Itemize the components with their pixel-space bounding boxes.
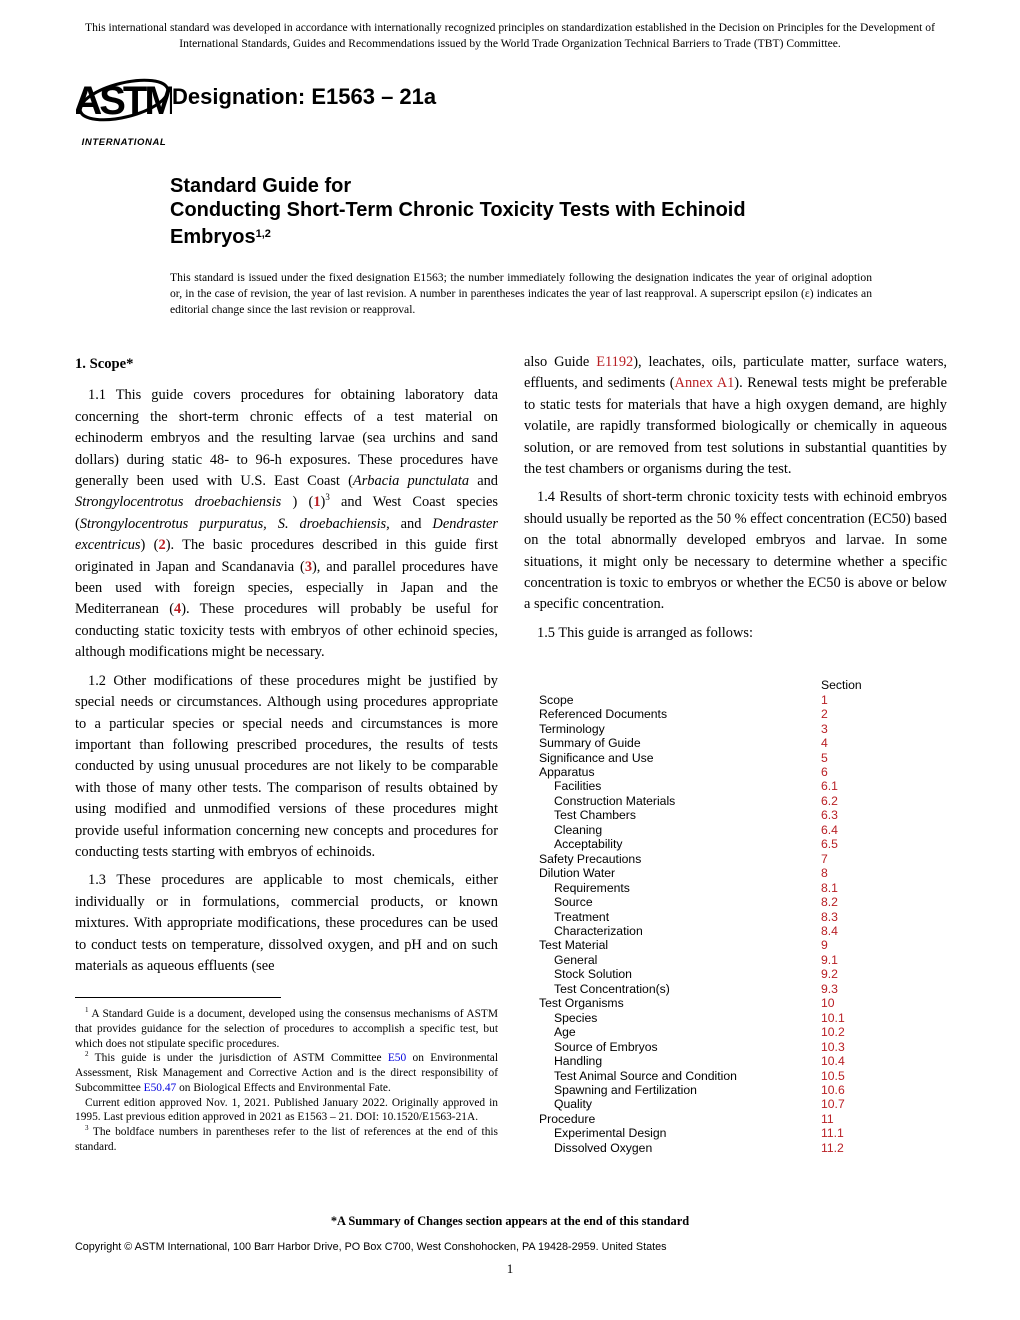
body-columns [75,352,947,1155]
toc-label: Test Concentration(s) [554,981,670,996]
title-footnote-superscript[interactable]: 1,2 [255,228,271,240]
text-segment: 3 [325,492,330,503]
text-segment: 3 [85,1124,89,1133]
toc-label: General [554,952,598,967]
text-segment: and [389,515,433,532]
toc-section-link[interactable]: 6.3 [821,808,838,823]
footnote-1 [75,1007,498,1051]
text-segment: ), leachates, oils, particulate matter, surface waters, effluents, and sediments ( [524,354,948,392]
issue-note: This standard is issued under the fixed designation E1563; the number immediately following the designation indicates the year of original adoption or, in the case of revision, the year of last revision. A number in parentheses indicates the year of last reapproval. A superscript epsilon (ε) indicates an editorial change since the last revision or reapproval. [170,271,872,316]
text-segment: and West Coast species ( [75,494,498,532]
toc-section-link[interactable]: 3 [821,721,828,736]
toc-row [539,895,869,909]
inline-link[interactable]: 1 [313,494,321,511]
toc-label: Referenced Documents [539,707,668,722]
toc-row [539,1069,869,1083]
toc-section-link[interactable]: 10.1 [821,1010,845,1025]
toc-row [539,707,869,721]
astm-logo [76,64,172,148]
title-line-3 [170,222,910,249]
toc-row [539,808,869,822]
text-segment: Dendraster excentricus [75,515,498,554]
toc-section-link[interactable]: 11.2 [821,1140,844,1155]
toc-label: Source [554,895,593,910]
toc-label: Apparatus [539,765,595,779]
text-segment: The boldface numbers in parentheses refer to the list of references at the end of this standard. [75,1126,498,1153]
toc-label: Source of Embryos [554,1039,658,1054]
toc-row [539,1141,869,1155]
text-segment: A Standard Guide is a document, developed using the consensus mechanisms of ASTM that provides guidance for the selection of procedures to accomplish a specific test, but which does not stipulate specific procedures. [75,1008,498,1050]
toc-label: Summary of Guide [539,736,641,751]
toc-row [539,1083,869,1097]
toc-row [539,881,869,895]
toc-label: Test Material [539,938,609,953]
right-column [524,352,947,1155]
inline-link[interactable]: E50.47 [143,1081,177,1094]
toc-section-link[interactable]: 6.4 [821,822,838,837]
text-segment: 1.2 Other modifications of these procedures might be justified by special needs or circumstances. Although using procedures appropriate to a particular species or special needs and circumstances is more important than following prescribed procedures, the results of tests conducted by using unusual procedures are not likely to be comparable with those of many other tests. The comparison of results obtained by using modified and unmodified versions of these procedures might provide useful information concerning new concepts and procedures for conducting tests starting with embryos of echinoids. [75,672,498,860]
toc-section-link[interactable]: 6 [821,765,828,779]
paragraph-1-3 [75,870,498,977]
toc-section-link[interactable]: 11 [821,1111,834,1126]
toc-row [539,967,869,981]
text-segment: ) [320,494,326,511]
inline-link[interactable]: E50 [387,1052,407,1065]
toc-section-link[interactable]: 8.2 [821,895,838,910]
text-segment: This guide is under the jurisdiction of ASTM Committee [88,1052,388,1065]
summary-of-changes-note: *A Summary of Changes section appears at the end of this standard [330,1214,690,1228]
toc-row [539,1040,869,1054]
toc-label: Test Chambers [554,808,636,823]
toc-section-link[interactable]: 10.7 [821,1097,845,1112]
toc-section-link[interactable]: 2 [821,707,828,722]
toc-label: Test Animal Source and Condition [554,1068,737,1083]
svg-text:ASTM: ASTM [76,79,172,123]
toc-section-link[interactable]: 1 [821,692,828,707]
footnote-divider [75,997,281,998]
toc-label: Dissolved Oxygen [554,1140,653,1155]
toc-row [539,823,869,837]
title-line-2: Conducting Short-Term Chronic Toxicity Tests with Echinoid [170,199,746,221]
toc-label: Procedure [539,1111,596,1126]
inline-link[interactable]: E1192 [596,354,634,370]
toc-row [539,736,869,750]
toc-row [539,1126,869,1140]
text-segment: ) ( [140,537,159,554]
text-segment: on Environmental Assessment, Risk Management and Corrective Action and is the direct responsibility of Subcommittee [75,1052,498,1094]
text-segment: ) ( [281,494,314,511]
toc-row [539,852,869,866]
footnote-3 [75,1125,498,1154]
toc-label: Significance and Use [539,750,654,765]
toc-label: Test Organisms [539,996,624,1011]
wto-notice: This international standard was developed in accordance with internationally recognized principles on standardization established in the Decision on Principles for the Development of International Standards, Guides and Recommendations issued by the World Trade Organization Technical Barriers to Trade (TBT) Committee. [85,21,935,50]
paragraph-1-2 [75,671,498,864]
text-segment: 1.1 This guide covers procedures for obtaining laboratory data concerning the short-term chronic effects of a test material on echinoderm embryos and the resulting larvae (sea urchins and sand dollars) during static 48- to 96-h exposures. These procedures have generally been used with U.S. East Coast ( [75,387,498,490]
toc-row [539,910,869,924]
toc-section-link[interactable]: 8.1 [821,880,838,895]
toc-row [539,1054,869,1068]
toc-row [539,693,869,707]
title-line-1: Standard Guide for [170,175,352,197]
toc-label: Quality [554,1097,592,1112]
toc-section-link[interactable]: 10.4 [821,1054,845,1069]
text-segment: ), and parallel procedures have been used with foreign species, especially in Japan and the Mediterranean ( [75,558,498,618]
toc-label: Terminology [539,721,605,736]
text-segment: ). Renewal tests might be preferable to static tests for materials that have a high oxygen demand, are highly volatile, are rapidly transformed biologically or chemically in aqueous solution, or are removed from test solutions in substantial quantities by the test chambers or organisms during the test. [524,375,947,478]
text-segment: Strongylocentrotus droebachiensis [75,494,282,511]
text-segment: 1.5 This guide is arranged as follows: [537,624,753,641]
toc-section-link[interactable]: 9.1 [821,952,838,967]
text-segment: Current edition approved Nov. 1, 2021. Published January 2022. Originally approved in 1995. Last previous edition approved in 2021 as E1563 – 21. DOI: 10.1520/E1563-21A. [75,1096,498,1124]
title-line-3-text: Embryos [170,226,256,248]
toc-label: Cleaning [554,822,603,837]
toc-section-link[interactable]: 6.5 [821,837,838,852]
text-segment: 1 [85,1006,89,1015]
toc-row [539,765,869,779]
toc-section-link[interactable]: 8 [821,866,828,881]
toc-row [539,982,869,996]
toc-row [539,1112,869,1126]
footnote-edition [75,1096,498,1125]
toc-label: Species [554,1010,598,1025]
toc-label: Scope [539,692,574,707]
toc-section-link[interactable]: 10.3 [821,1039,845,1054]
astm-logo-subtext: INTERNATIONAL [81,137,167,148]
toc-label: Dilution Water [539,866,616,881]
toc-label: Acceptability [554,837,623,852]
toc-row [539,722,869,736]
toc-section-link[interactable]: 10 [821,996,835,1011]
copyright-line: Copyright © ASTM International, 100 Barr Harbor Drive, PO Box C700, West Conshohocken, PA 19428-2959. United States [75,1241,667,1253]
toc-section-link[interactable]: 9.2 [821,967,838,982]
toc-label: Requirements [554,880,630,895]
text-segment: ). The basic procedures described in this guide first originated in Japan and Scandanavia ( [75,537,498,575]
toc-section-link[interactable]: 10.5 [821,1068,845,1083]
inline-link[interactable]: Annex A1 [674,375,735,392]
paragraph-1-3-continued [524,352,947,480]
toc-row [539,866,869,880]
footnotes [75,1007,498,1154]
text-segment: ). These procedures will probably be useful for conducting static toxicity tests with embryos of other echinoid species, although modifications might be necessary. [75,601,498,661]
section-heading-scope: 1. Scope* [75,356,134,372]
toc-section-link[interactable]: 9.3 [821,981,838,996]
toc-row [539,794,869,808]
toc-label: Spawning and Fertilization [554,1082,697,1097]
toc-section-link[interactable]: 4 [821,736,828,751]
toc-label: Stock Solution [554,967,632,982]
paragraph-1-1 [75,385,498,663]
designation: Designation: E1563 – 21a [172,84,437,109]
toc-label: Safety Precautions [539,851,642,866]
paragraph-1-5 [524,623,947,644]
inline-link[interactable]: 3 [304,558,313,575]
toc-section-link[interactable]: 10.6 [821,1082,845,1097]
toc-section-link[interactable]: 8.4 [821,923,838,938]
text-segment: Arbacia punctulata [352,473,470,490]
toc-section-link[interactable]: 6.2 [821,793,838,808]
text-segment: 1.4 Results of short-term chronic toxicity tests with echinoid embryos should usually be reported as the 50 % effect concentration (EC50) based on the total abnormally developed embryos and larvae. In some situations, it might only be necessary to determine whether a specific concentration is toxic to embryos or whether the EC50 is above or below a specific concentration. [524,489,947,613]
left-column [75,352,498,1155]
page-number: 1 [506,1261,514,1276]
inline-link[interactable]: 4 [174,601,182,618]
toc-row [539,938,869,952]
text-segment: Strongylocentrotus purpuratus, S. droebachiensis, [79,515,390,532]
inline-link[interactable]: 2 [158,537,166,554]
toc-row [539,751,869,765]
text-segment: on Biological Effects and Environmental Fate. [176,1081,391,1094]
toc-row [539,837,869,851]
toc-section-link[interactable]: 11.1 [821,1126,844,1141]
toc-label: Age [554,1025,576,1040]
text-segment: 1.3 These procedures are applicable to most chemicals, either individually or in formulations, commercial products, or known mixtures. With appropriate modifications, these procedures can be used to conduct tests on temperature, dissolved oxygen, and pH and on such materials as aqueous effluents (see [75,872,498,974]
toc-label: Treatment [554,909,610,924]
footnote-2 [75,1051,498,1095]
toc-row [539,1011,869,1025]
page-title [170,174,910,249]
text-segment: and [469,473,498,490]
toc-label: Handling [554,1054,603,1069]
toc-label: Facilities [554,779,602,794]
astm-logo-icon [76,64,172,136]
toc-section-header: Section [821,678,862,693]
toc-row [539,1097,869,1111]
toc-row [539,779,869,793]
toc-label: Construction Materials [554,793,676,808]
toc-section-link[interactable]: 8.3 [821,909,838,924]
toc-row [539,924,869,938]
paragraph-1-4 [524,487,947,615]
toc-section-link[interactable]: 10.2 [821,1025,845,1040]
toc-section-link[interactable]: 6.1 [821,779,838,794]
toc-section-link[interactable]: 5 [821,750,828,765]
table-of-contents [539,678,869,1155]
text-segment: 2 [85,1050,89,1059]
text-segment: also Guide [524,354,597,370]
toc-row [539,1025,869,1039]
toc-section-link[interactable]: 7 [821,851,828,866]
toc-section-link[interactable]: 9 [821,938,828,953]
toc-row [539,953,869,967]
toc-label: Experimental Design [554,1126,667,1141]
toc-list [539,693,869,1156]
toc-label: Characterization [554,923,643,938]
toc-row [539,996,869,1010]
